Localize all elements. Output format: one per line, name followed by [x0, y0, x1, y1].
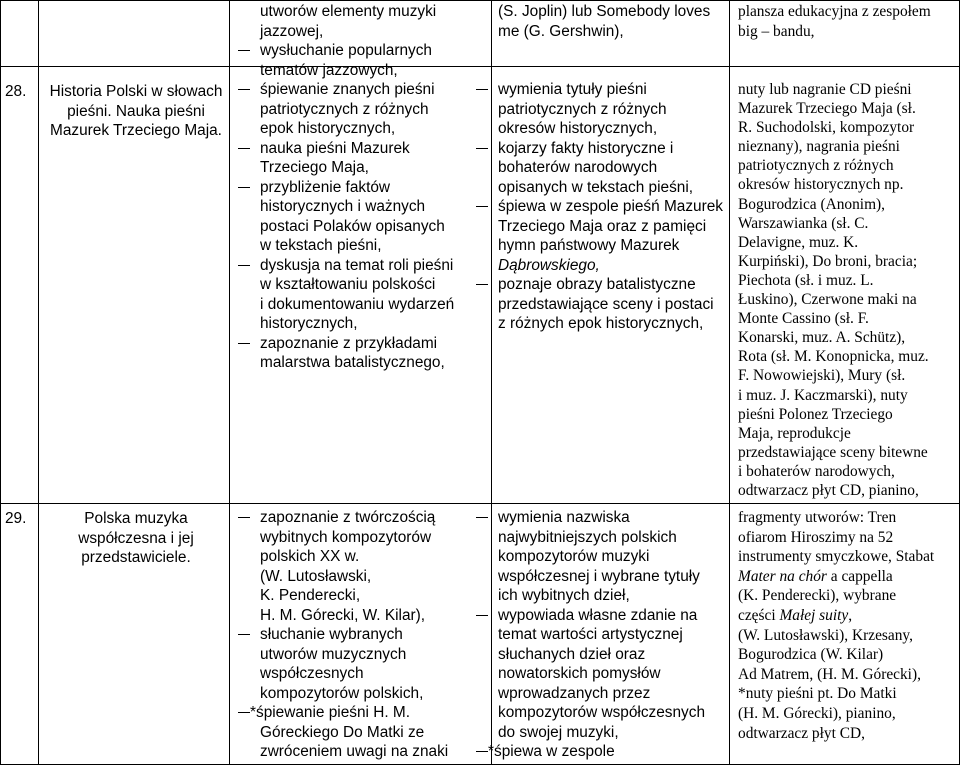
row28-top-outcomes: (S. Joplin) lub Somebody loves me (G. Gershwin), — [498, 3, 711, 40]
outcome-item: *śpiewa w zespole — [476, 742, 726, 762]
outcome-item: poznaje obrazy batalistyczne przedstawiające sceny i postaci z różnych epok historycznych, — [476, 275, 726, 334]
row29-materials: fragmenty utworów: Tren ofiarom Hiroszimy na 52 instrumenty smyczkowe, Stabat Mater na chór a cappella (K. Penderecki), wybrane części Małej suity, (W. Lutosławski), Krzesany, Bogurodzica (W. Kilar) Ad Matrem, (H. M. Górecki), *nuty pieśni pt. Do Matki (H. M. Górecki), pianino, odtwarzacz płyt CD, — [738, 508, 958, 743]
activity-item: zapoznanie z twórczością wybitnych kompozytorów polskich XX w. (W. Lutosławski, K. Penderecki, H. M. Górecki, W. Kilar), — [238, 508, 488, 625]
outcome-item: wymienia tytuły pieśni patriotycznych z różnych okresów historycznych, — [476, 80, 726, 139]
row29-topic: Polska muzyka współczesna i jej przedstawiciele. — [78, 510, 194, 566]
row29-activities — [238, 508, 488, 762]
row28-topic: Historia Polski w słowach pieśni. Nauka pieśni Mazurek Trzeciego Maja. — [49, 83, 223, 139]
row28-activities: utworów elementy muzyki jazzowej, wysłuchanie popularnych tematów jazzowych, śpiewanie znanych pieśni patriotycznych z różnych epok historycznych, nauka pieśni Mazurek Trzeciego Maja, przybliżenie faktów historycznych i ważnych postaci Polaków opisanych w tekstach pieśni, dyskusja na temat roli pieśni w kształtowaniu polskości i dokumentowaniu wydarzeń historycznych, zapoznanie z przykładami malarstwa batalistycznego, — [238, 2, 488, 373]
activity-item: zapoznanie z przykładami malarstwa batalistycznego, — [238, 334, 488, 373]
activity-item: słuchanie wybranych utworów muzycznych współczesnych kompozytorów polskich, — [238, 625, 488, 703]
activity-item: *śpiewanie pieśni H. M. Góreckiego Do Matki ze zwróceniem uwagi na znaki — [238, 703, 488, 762]
activity-item: przybliżenie faktów historycznych i ważnych postaci Polaków opisanych w tekstach pieśni, — [238, 178, 488, 256]
row29-outcomes — [476, 508, 726, 762]
outcome-item: wypowiada własne zdanie na temat wartości artystycznej słuchanych dzieł oraz nowatorskich pomysłów wprowadzanych przez kompozytorów współczesnych do swojej muzyki, — [476, 606, 726, 743]
outcome-item: kojarzy fakty historyczne i bohaterów narodowych opisanych w tekstach pieśni, — [476, 139, 726, 198]
outcome-item: śpiewa w zespole pieśń Mazurek Trzeciego Maja oraz z pamięci hymn państwowy Mazurek Dąbrowskiego, — [476, 197, 726, 275]
mater-line: Mater na chór a cappella — [738, 567, 893, 585]
row28-number: 28. — [5, 83, 27, 100]
row29-number: 29. — [5, 510, 27, 527]
row28-top-materials: plansza edukacyjna z zespołem big – bandu, — [738, 3, 931, 40]
row28-materials: nuty lub nagranie CD pieśni Mazurek Trzeciego Maja (sł. R. Suchodolski, kompozytor nieznany), nagrania pieśni patriotycznych z różnych okresów historycznych np. Bogurodzica (Anonim), Warszawianka (sł. C. Delavigne, muz. K. Kurpiński), Do broni, bracia; Piechota (sł. i muz. L. Łuskino), Czerwone maki na Monte Cassino (sł. F. Konarski, muz. A. Schütz), Rota (sł. M. Konopnicka, muz. F. Nowowiejski), Mury (sł. i muz. J. Kaczmarski), nuty pieśni Polonez Trzeciego Maja, reprodukcje przedstawiające sceny bitewne i bohaterów narodowych, odtwarzacz płyt CD, pianino, — [738, 81, 929, 499]
row28-outcomes — [476, 80, 726, 334]
activity-item: nauka pieśni Mazurek Trzeciego Maja, — [238, 139, 488, 178]
outcome-item: wymienia nazwiska najwybitniejszych polskich kompozytorów muzyki współczesnej i wybrane tytuły ich wybitnych dzieł, — [476, 508, 726, 606]
activity-item: wysłuchanie popularnych tematów jazzowych, — [238, 41, 488, 80]
activity-item: śpiewanie znanych pieśni patriotycznych z różnych epok historycznych, — [238, 80, 488, 139]
activity-item: dyskusja na temat roli pieśni w kształtowaniu polskości i dokumentowaniu wydarzeń historycznych, — [238, 256, 488, 334]
